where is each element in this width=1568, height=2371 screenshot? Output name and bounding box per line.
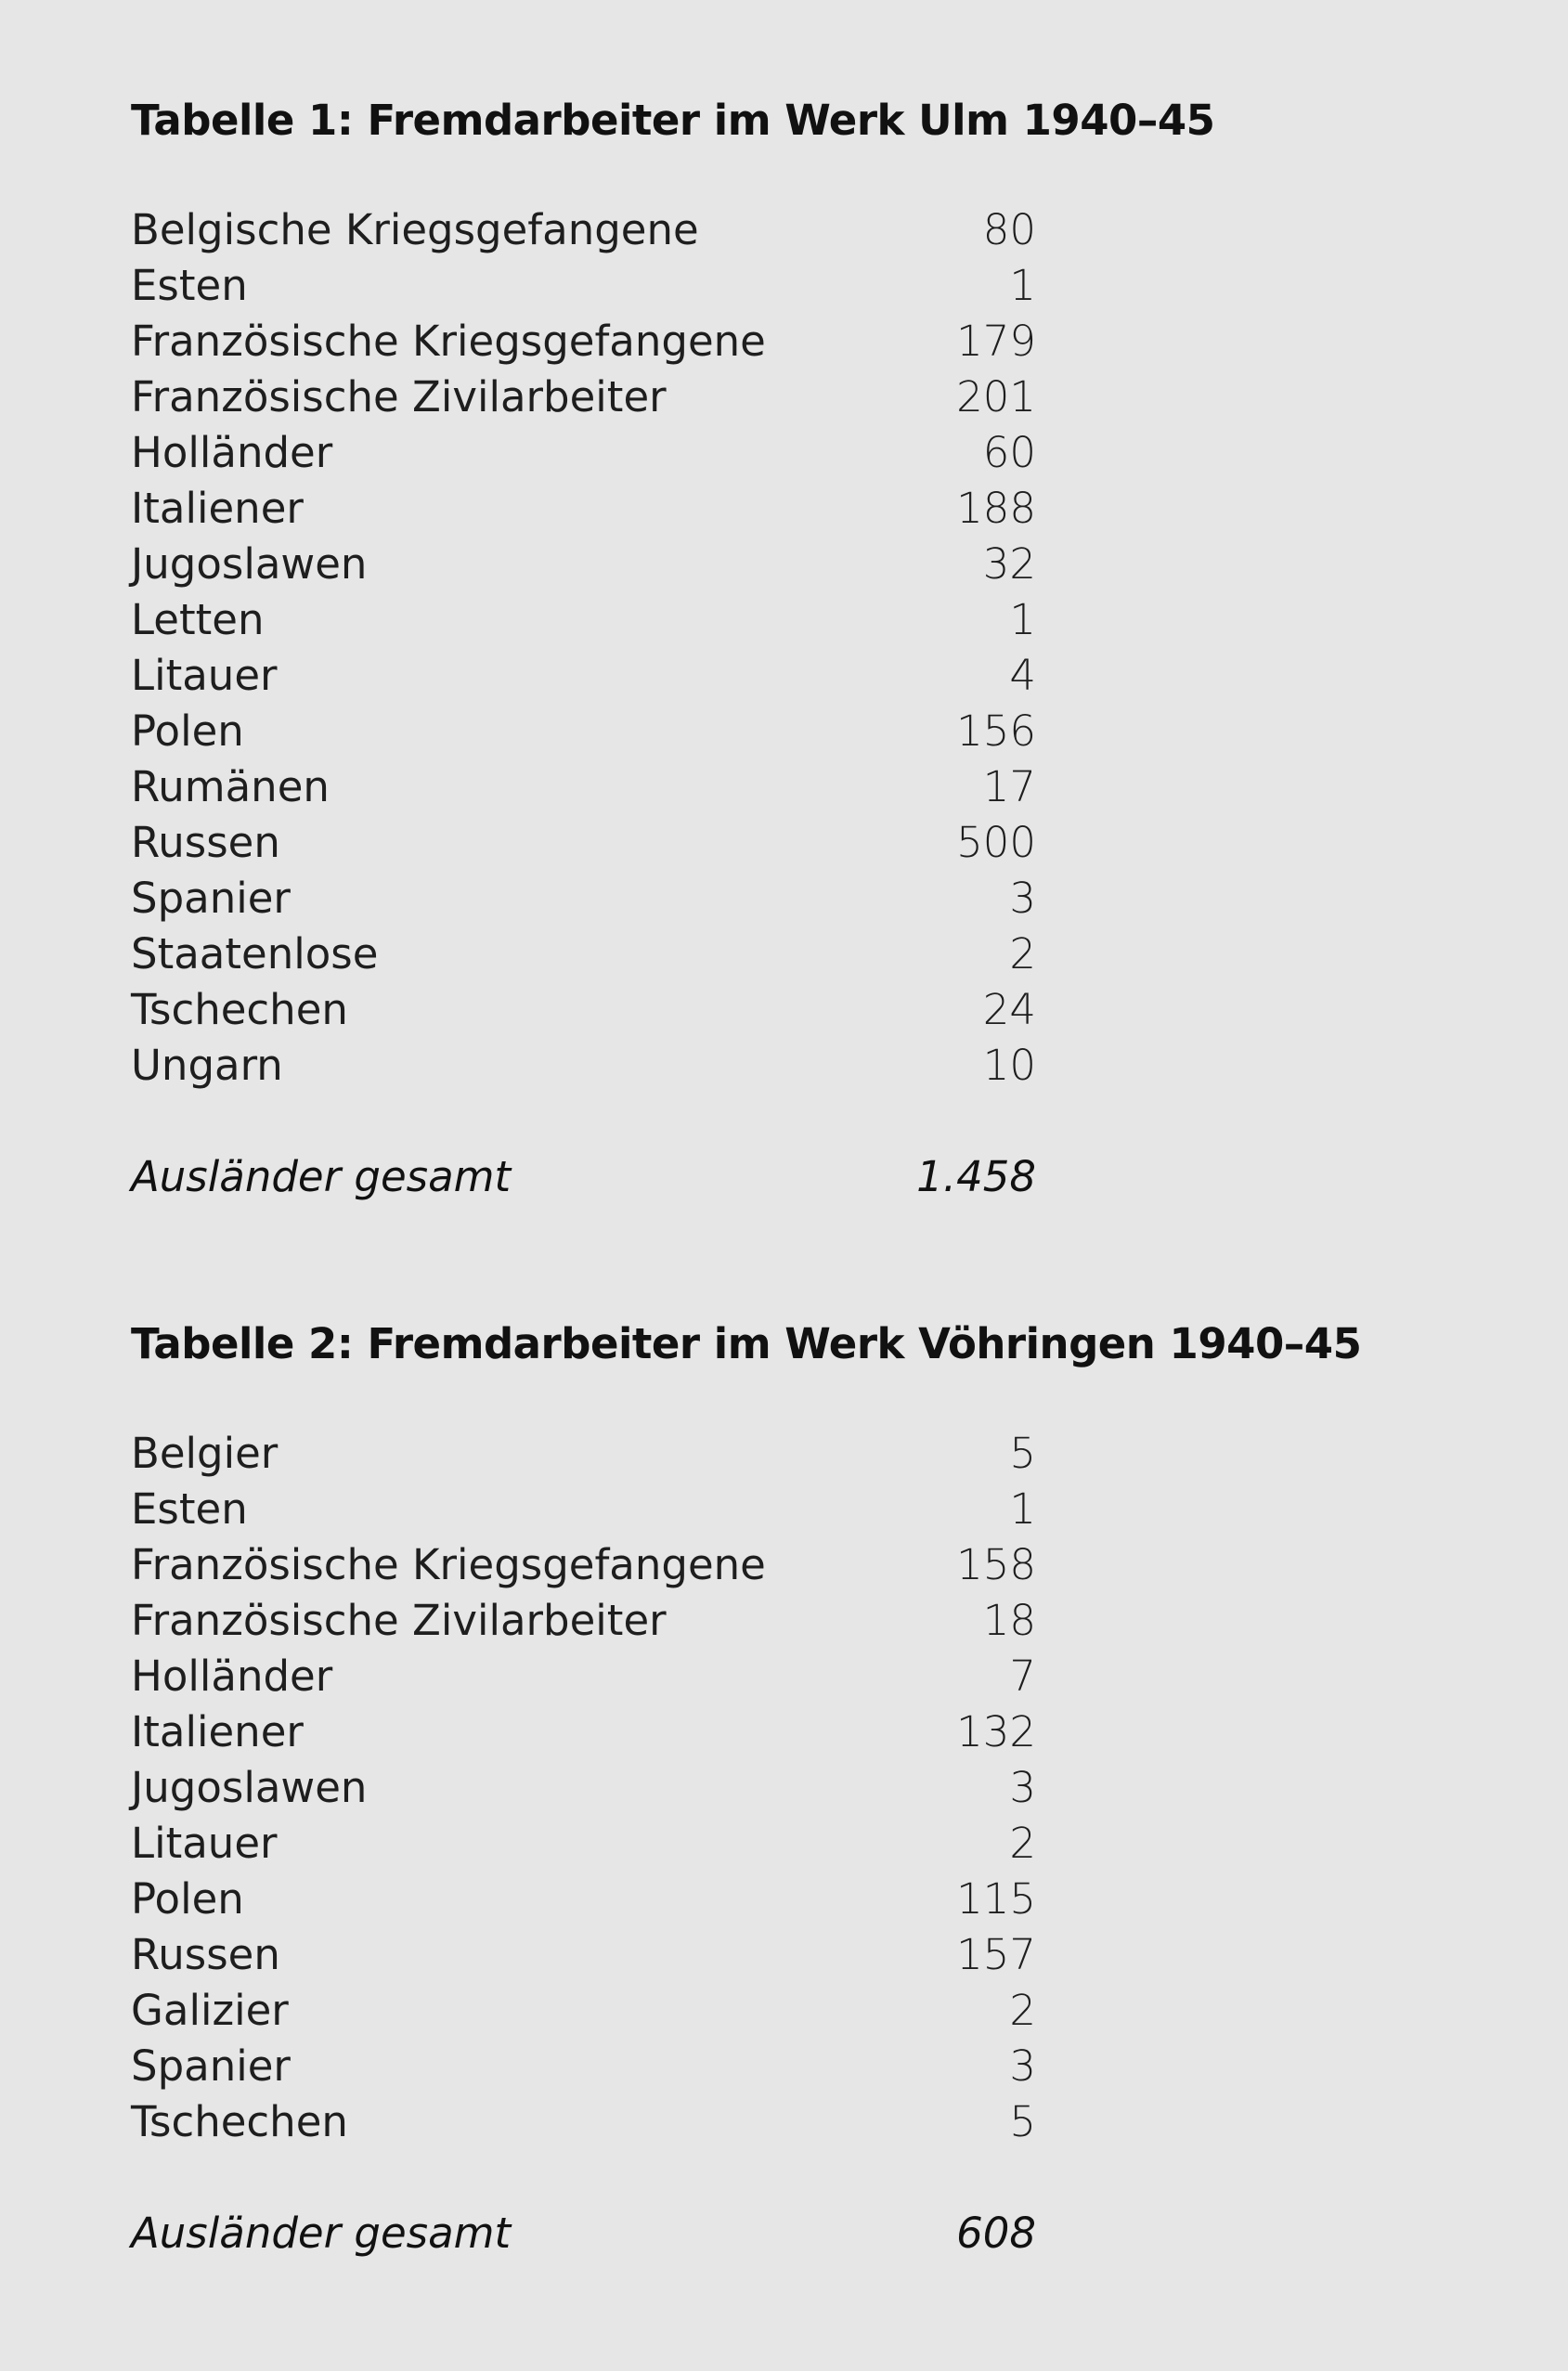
table-row	[131, 926, 1036, 982]
table-2-total-row	[131, 2206, 1036, 2261]
table-row	[131, 1537, 1036, 1593]
table-row	[131, 759, 1036, 815]
row-value: 156	[956, 706, 1036, 756]
document-page	[131, 93, 1362, 2261]
table-row	[131, 1704, 1036, 1760]
table-row	[131, 369, 1036, 425]
table-row	[131, 1426, 1036, 1482]
row-label: Französische Zivilarbeiter	[131, 372, 667, 421]
row-value: 2	[1009, 1819, 1036, 1868]
table-1-total-value: 1.458	[916, 1152, 1036, 1201]
row-value: 80	[982, 205, 1036, 254]
table-2-total-label: Ausländer gesamt	[131, 2209, 512, 2258]
row-value: 500	[956, 818, 1036, 867]
row-value: 7	[1009, 1652, 1036, 1701]
row-label: Tschechen	[131, 2097, 348, 2146]
table-row	[131, 537, 1036, 592]
table-2-section	[131, 1316, 1362, 2261]
row-value: 60	[982, 428, 1036, 477]
row-label: Französische Zivilarbeiter	[131, 1596, 667, 1645]
row-label: Belgische Kriegsgefangene	[131, 205, 699, 254]
table-row	[131, 2094, 1036, 2150]
row-label: Italiener	[131, 484, 304, 533]
row-label: Französische Kriegsgefangene	[131, 1540, 766, 1589]
table-row	[131, 202, 1036, 258]
row-value: 5	[1009, 1429, 1036, 1478]
row-label: Polen	[131, 1874, 244, 1924]
row-label: Rumänen	[131, 762, 330, 811]
table-1-title: Tabelle 1: Fremdarbeiter im Werk Ulm 1940–45	[131, 96, 1215, 145]
table-row	[131, 258, 1036, 314]
row-value: 4	[1009, 651, 1036, 700]
row-label: Esten	[131, 261, 248, 310]
row-label: Spanier	[131, 874, 291, 923]
table-row	[131, 592, 1036, 648]
row-label: Belgier	[131, 1429, 279, 1478]
table-row	[131, 481, 1036, 537]
table-row	[131, 1038, 1036, 1094]
row-label: Ungarn	[131, 1041, 283, 1090]
row-value: 1	[1009, 595, 1036, 644]
row-value: 32	[982, 539, 1036, 589]
row-value: 17	[982, 762, 1036, 811]
row-label: Polen	[131, 706, 244, 756]
row-value: 115	[956, 1874, 1036, 1924]
row-label: Italiener	[131, 1707, 304, 1756]
table-row	[131, 2039, 1036, 2094]
row-label: Holländer	[131, 1652, 333, 1701]
table-row	[131, 871, 1036, 926]
row-label: Jugoslawen	[131, 539, 368, 589]
row-value: 2	[1009, 1986, 1036, 2035]
row-label: Russen	[131, 818, 280, 867]
table-1-total-label: Ausländer gesamt	[131, 1152, 512, 1201]
table-row	[131, 1760, 1036, 1816]
row-value: 157	[956, 1930, 1036, 1979]
row-value: 188	[956, 484, 1036, 533]
row-label: Jugoslawen	[131, 1763, 368, 1812]
table-row	[131, 1983, 1036, 2039]
table-row	[131, 1872, 1036, 1927]
row-value: 1	[1009, 261, 1036, 310]
table-2-total-value: 608	[956, 2209, 1036, 2258]
row-label: Russen	[131, 1930, 280, 1979]
table-row	[131, 1816, 1036, 1872]
row-value: 1	[1009, 1484, 1036, 1534]
table-row	[131, 1649, 1036, 1704]
row-label: Französische Kriegsgefangene	[131, 317, 766, 366]
table-1	[131, 202, 1036, 1094]
row-label: Galizier	[131, 1986, 289, 2035]
table-row	[131, 704, 1036, 759]
row-label: Spanier	[131, 2041, 291, 2091]
table-row	[131, 648, 1036, 704]
table-2	[131, 1426, 1036, 2150]
table-1-total-row	[131, 1149, 1036, 1205]
row-label: Holländer	[131, 428, 333, 477]
table-row	[131, 982, 1036, 1038]
row-label: Litauer	[131, 1819, 278, 1868]
row-value: 132	[956, 1707, 1036, 1756]
row-label: Staatenlose	[131, 929, 379, 978]
row-label: Letten	[131, 595, 265, 644]
row-value: 158	[956, 1540, 1036, 1589]
row-value: 18	[982, 1596, 1036, 1645]
table-2-title: Tabelle 2: Fremdarbeiter im Werk Vöhringen 1940–45	[131, 1319, 1362, 1368]
row-value: 24	[982, 985, 1036, 1034]
row-value: 179	[956, 317, 1036, 366]
table-1-section	[131, 93, 1338, 1205]
table-row	[131, 1593, 1036, 1649]
row-value: 3	[1009, 2041, 1036, 2091]
row-label: Tschechen	[131, 985, 348, 1034]
row-label: Litauer	[131, 651, 278, 700]
row-value: 3	[1009, 874, 1036, 923]
table-row	[131, 815, 1036, 871]
row-value: 10	[982, 1041, 1036, 1090]
table-row	[131, 1482, 1036, 1537]
row-value: 201	[956, 372, 1036, 421]
row-label: Esten	[131, 1484, 248, 1534]
row-value: 3	[1009, 1763, 1036, 1812]
row-value: 2	[1009, 929, 1036, 978]
table-row	[131, 314, 1036, 369]
row-value: 5	[1009, 2097, 1036, 2146]
table-row	[131, 1927, 1036, 1983]
table-row	[131, 425, 1036, 481]
